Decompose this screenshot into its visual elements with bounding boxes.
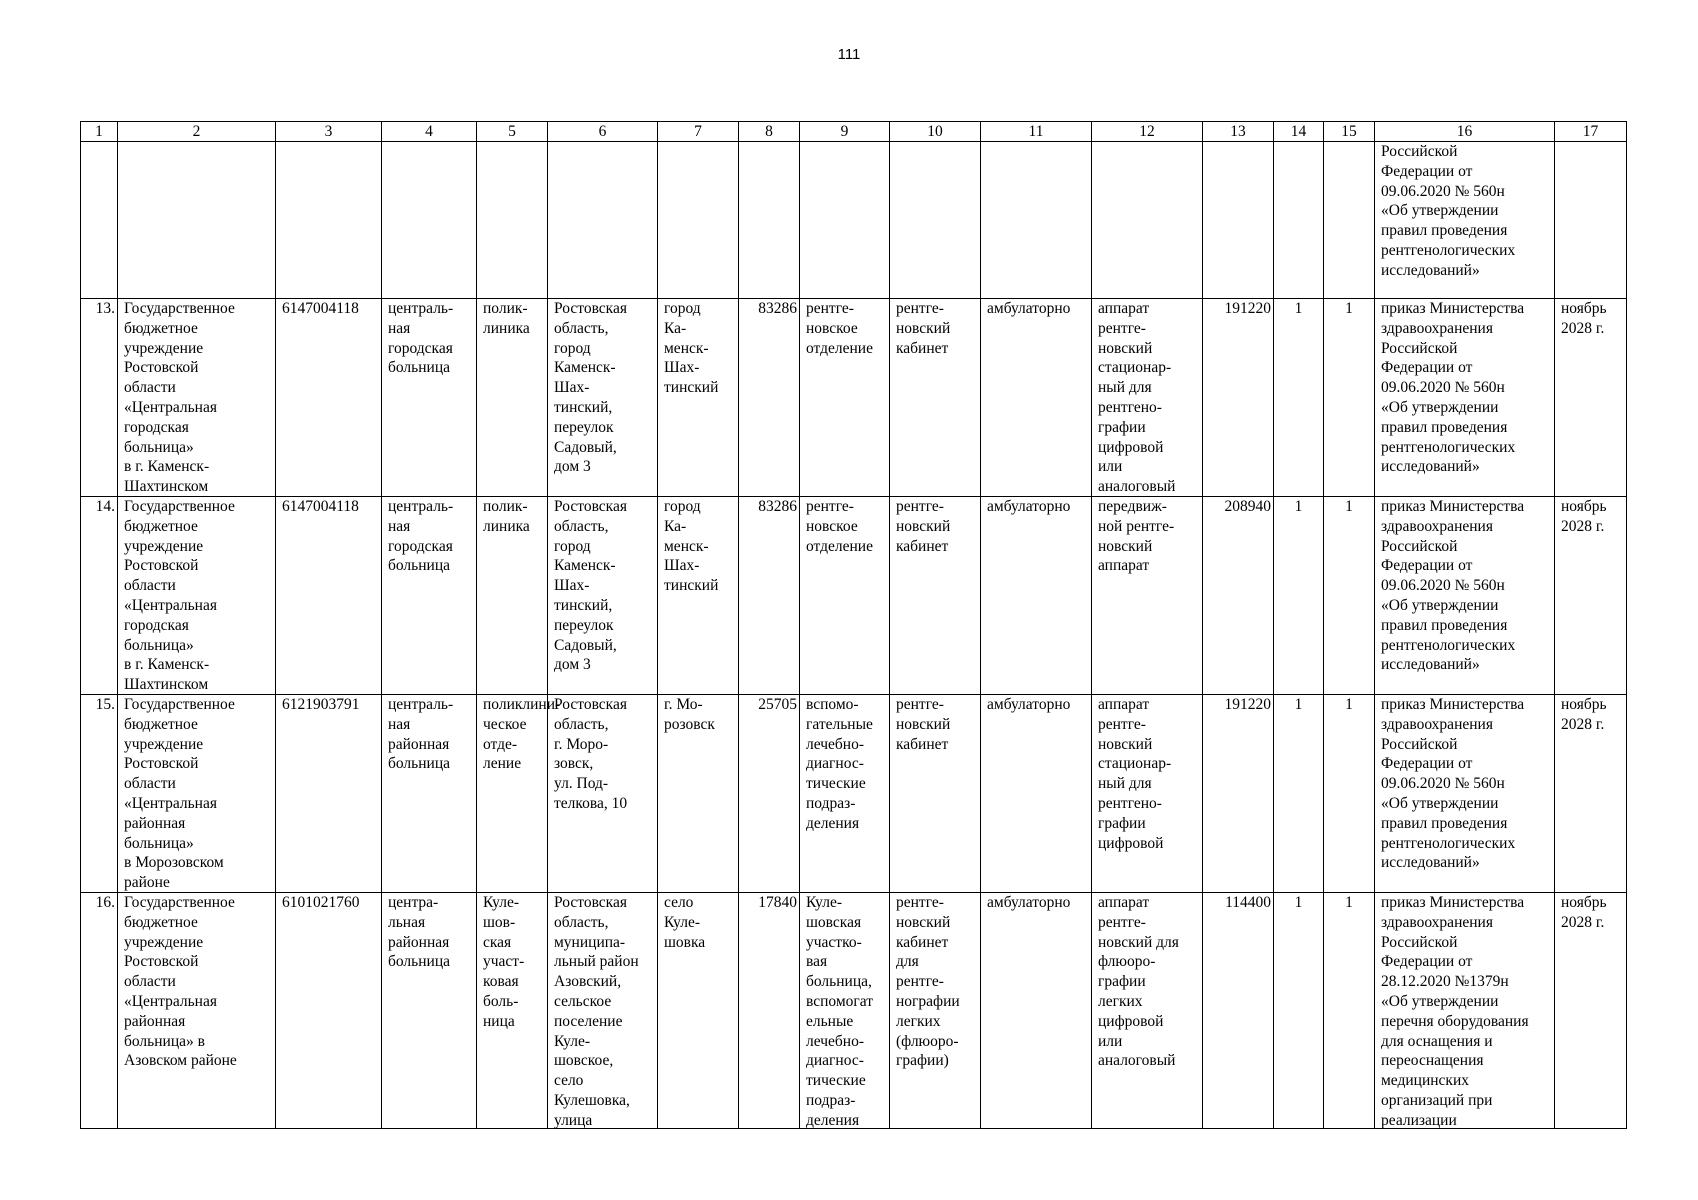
inn: 6147004118 [282, 498, 359, 515]
column-number: 7 [658, 122, 739, 142]
empty-cell [1092, 142, 1203, 299]
column-number: 12 [1092, 122, 1203, 142]
department: Куле- шовская участко- вая больница, вспомогат ельные лечебно- диагнос- тические подраз- деления [806, 894, 874, 1129]
count-cell [1324, 893, 1375, 1129]
unit: Куле- шов- ская участ- ковая боль- ница [483, 894, 525, 1030]
locality: город Ка- менск- Шах- тинский [664, 300, 719, 397]
empty-cell [1274, 142, 1324, 299]
empty-cell [276, 142, 382, 299]
unit: полик- линика [483, 300, 530, 337]
empty-cell [890, 142, 981, 299]
date-cell [1555, 695, 1627, 893]
address-cell [548, 695, 658, 893]
equipment-code: 191220 [1224, 300, 1271, 317]
column-number: 4 [382, 122, 477, 142]
room: рентге- новский кабинет [896, 498, 951, 555]
column-number: 9 [800, 122, 890, 142]
room: рентге- новский кабинет для рентге- нографии легких (флюоро- графии) [896, 894, 960, 1070]
table-row [81, 695, 1627, 893]
empty-cell [382, 142, 477, 299]
column-number: 5 [477, 122, 548, 142]
department: рентге- новское отделение [806, 498, 873, 555]
equipment-code: 114400 [1225, 894, 1271, 911]
column-number: 1 [81, 122, 118, 142]
row-number-cell [81, 497, 118, 695]
department-cell [800, 695, 890, 893]
count-cell [1324, 497, 1375, 695]
table-row [81, 893, 1627, 1129]
org-type: центра- льная районная больница [388, 894, 450, 971]
care-mode: амбулаторно [987, 894, 1071, 911]
date-cell [1555, 497, 1627, 695]
unit-cell [477, 893, 548, 1129]
column-number-row [81, 122, 1627, 142]
unit: полик- линика [483, 498, 530, 535]
locality: г. Мо- розовск [664, 696, 715, 733]
org-type-cell [382, 497, 477, 695]
room: рентге- новский кабинет [896, 696, 951, 753]
population: 17840 [758, 894, 797, 911]
date-cell [1555, 893, 1627, 1129]
care-mode: амбулаторно [987, 498, 1071, 515]
count-cell [1274, 893, 1324, 1129]
code-cell [1203, 695, 1274, 893]
org-type: централь- ная городская больница [388, 498, 454, 575]
column-number: 16 [1375, 122, 1555, 142]
department: вспомо- гательные лечебно- диагнос- тические подраз- деления [806, 696, 873, 832]
equipment-registry-table [80, 121, 1627, 1129]
basis-text: приказ Министерства здравоохранения Российской Федерации от 09.06.2020 № 560н «Об утверждении правил проведения рентгенологических исследований» [1381, 300, 1525, 476]
empty-cell [1324, 142, 1375, 299]
population-cell [739, 695, 800, 893]
row-number-cell [81, 893, 118, 1129]
row-number-cell [81, 695, 118, 893]
basis-text: приказ Министерства здравоохранения Российской Федерации от 09.06.2020 № 560н «Об утверждении правил проведения рентгенологических исследований» [1381, 696, 1525, 872]
row-number-cell [81, 299, 118, 497]
mode-cell [981, 695, 1092, 893]
count-15: 1 [1345, 300, 1353, 317]
empty-cell [1203, 142, 1274, 299]
equipment-code: 208940 [1224, 498, 1271, 515]
inn: 6101021760 [282, 894, 360, 911]
locality: город Ка- менск- Шах- тинский [664, 498, 719, 595]
room-cell [890, 893, 981, 1129]
count-15: 1 [1345, 894, 1353, 911]
count-cell [1274, 497, 1324, 695]
empty-cell [800, 142, 890, 299]
organization-cell [118, 893, 276, 1129]
basis-cell [1375, 893, 1555, 1129]
address: Ростовская область, муниципа- льный район Азовский, сельское поселение Куле- шовское, село Кулешовка, улица [554, 894, 639, 1129]
room: рентге- новский кабинет [896, 300, 951, 357]
column-number: 8 [739, 122, 800, 142]
equipment: аппарат рентге- новский для флюоро- графии легких цифровой или аналоговый [1098, 894, 1179, 1070]
unit-cell [477, 695, 561, 893]
empty-cell [118, 142, 276, 299]
code-cell [1203, 299, 1274, 497]
equipment: аппарат рентге- новский стационар- ный для рентгено- графии цифровой или аналоговый [1098, 300, 1176, 496]
table-row [81, 299, 1627, 497]
inn: 6121903791 [282, 696, 360, 713]
address: Ростовская область, город Каменск- Шах- тинский, переулок Садовый, дом 3 [554, 300, 627, 476]
column-number: 3 [276, 122, 382, 142]
locality-cell [658, 695, 739, 893]
department-cell [800, 497, 890, 695]
org-type: централь- ная районная больница [388, 696, 454, 773]
code-cell [1203, 893, 1274, 1129]
equipment-code: 191220 [1224, 696, 1271, 713]
date: ноябрь 2028 г. [1561, 894, 1607, 931]
population: 83286 [758, 300, 797, 317]
organization-cell [118, 695, 276, 893]
empty-cell [548, 142, 658, 299]
date: ноябрь 2028 г. [1561, 696, 1607, 733]
count-14: 1 [1294, 300, 1303, 317]
column-number: 6 [548, 122, 658, 142]
org-type-cell [382, 893, 477, 1129]
count-cell [1274, 299, 1324, 497]
date: ноябрь 2028 г. [1561, 498, 1607, 535]
unit: поликлини- ческое отде- ление [483, 696, 561, 773]
unit-cell [477, 299, 548, 497]
empty-cell [739, 142, 800, 299]
count-14: 1 [1294, 696, 1303, 713]
row-number: 13. [95, 300, 115, 317]
locality-cell [658, 299, 739, 497]
count-14: 1 [1294, 894, 1303, 911]
row-number: 16. [95, 894, 115, 911]
basis-text: приказ Министерства здравоохранения Российской Федерации от 09.06.2020 № 560н «Об утверждении правил проведения рентгенологических исследований» [1381, 498, 1525, 674]
address-cell [548, 299, 658, 497]
date-cell [1555, 299, 1627, 497]
empty-cell [1555, 142, 1627, 299]
org-type: централь- ная городская больница [388, 300, 454, 377]
address-cell [548, 497, 658, 695]
table-row [81, 497, 1627, 695]
department-cell [800, 893, 890, 1129]
code-cell [1203, 497, 1274, 695]
basis-cell [1375, 142, 1555, 299]
column-number: 10 [890, 122, 981, 142]
basis-cell [1375, 695, 1555, 893]
basis-text: Российской Федерации от 09.06.2020 № 560н «Об утверждении правил проведения рентгенологических исследований» [1381, 143, 1516, 279]
count-cell [1324, 299, 1375, 497]
org-type-cell [382, 695, 477, 893]
population: 83286 [758, 498, 797, 515]
population-cell [739, 893, 800, 1129]
care-mode: амбулаторно [987, 300, 1071, 317]
room-cell [890, 497, 981, 695]
unit-cell [477, 497, 548, 695]
organization-name: Государственное бюджетное учреждение Ростовской области «Центральная городская больница» в г. Каменск- Шахтинском [124, 498, 235, 694]
care-mode: амбулаторно [987, 696, 1071, 713]
equipment: передвиж- ной рентге- новский аппарат [1098, 498, 1175, 575]
count-15: 1 [1345, 498, 1353, 515]
mode-cell [981, 893, 1092, 1129]
basis-text: приказ Министерства здравоохранения Российской Федерации от 28.12.2020 №1379н «Об утверждении перечня оборудования для оснащения и переоснащения медицинских организаций при реализации [1381, 894, 1529, 1129]
basis-cell [1375, 497, 1555, 695]
column-number: 13 [1203, 122, 1274, 142]
organization-cell [118, 497, 276, 695]
population-cell [739, 497, 800, 695]
inn-cell [276, 893, 382, 1129]
equipment-cell [1092, 695, 1203, 893]
population-cell [739, 299, 800, 497]
locality-cell [658, 497, 739, 695]
organization-name: Государственное бюджетное учреждение Ростовской области «Центральная районная больница» в Морозовском районе [124, 696, 235, 892]
locality-cell [658, 893, 739, 1129]
column-number: 14 [1274, 122, 1324, 142]
inn: 6147004118 [282, 300, 359, 317]
column-number: 15 [1324, 122, 1375, 142]
page-number: 111 [837, 46, 861, 63]
row-number: 14. [95, 498, 115, 515]
locality: село Куле- шовка [664, 894, 706, 951]
continuation-row [81, 142, 1627, 299]
organization-name: Государственное бюджетное учреждение Ростовской области «Центральная районная больница» в Азовском районе [124, 894, 237, 1070]
equipment-cell [1092, 497, 1203, 695]
basis-cell [1375, 299, 1555, 497]
mode-cell [981, 299, 1092, 497]
department: рентге- новское отделение [806, 300, 873, 357]
empty-cell [658, 142, 739, 299]
empty-cell [477, 142, 548, 299]
address: Ростовская область, город Каменск- Шах- тинский, переулок Садовый, дом 3 [554, 498, 627, 674]
count-14: 1 [1294, 498, 1303, 515]
inn-cell [276, 695, 382, 893]
equipment-cell [1092, 299, 1203, 497]
mode-cell [981, 497, 1092, 695]
row-number: 15. [95, 696, 115, 713]
count-cell [1274, 695, 1324, 893]
equipment-cell [1092, 893, 1203, 1129]
column-number: 11 [981, 122, 1092, 142]
empty-cell [81, 142, 118, 299]
organization-name: Государственное бюджетное учреждение Ростовской области «Центральная городская больница» в г. Каменск- Шахтинском [124, 300, 235, 496]
equipment: аппарат рентге- новский стационар- ный для рентгено- графии цифровой [1098, 696, 1172, 852]
inn-cell [276, 299, 382, 497]
address-cell [548, 893, 658, 1129]
inn-cell [276, 497, 382, 695]
count-15: 1 [1345, 696, 1353, 713]
date: ноябрь 2028 г. [1561, 300, 1607, 337]
column-number: 2 [118, 122, 276, 142]
department-cell [800, 299, 890, 497]
organization-cell [118, 299, 276, 497]
count-cell [1324, 695, 1375, 893]
address: Ростовская область, г. Моро- зовск, ул. Под- телкова, 10 [554, 696, 628, 812]
population: 25705 [758, 696, 797, 713]
column-number: 17 [1555, 122, 1627, 142]
org-type-cell [382, 299, 477, 497]
room-cell [890, 299, 981, 497]
empty-cell [981, 142, 1092, 299]
room-cell [890, 695, 981, 893]
